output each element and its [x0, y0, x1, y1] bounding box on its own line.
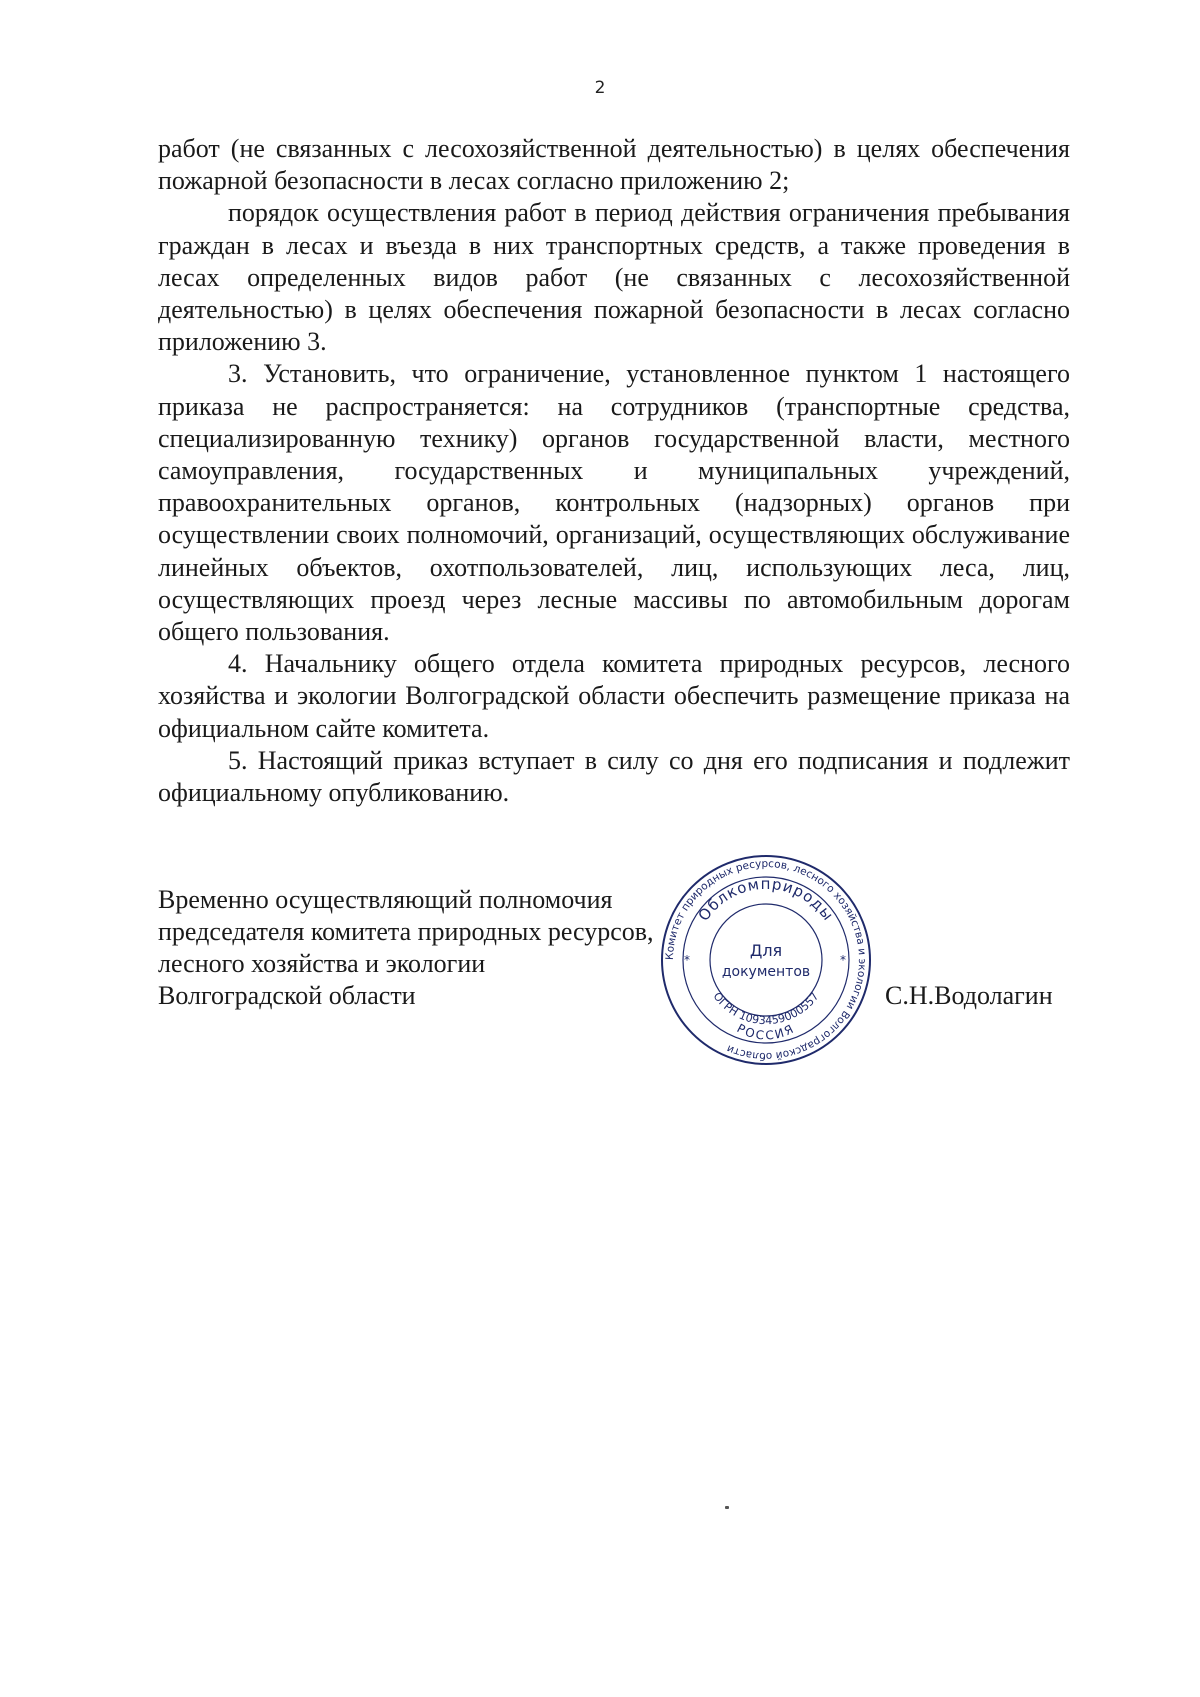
signatory-name: С.Н.Водолагин: [885, 981, 1053, 1010]
stamp-seal-graphic: [658, 852, 874, 1068]
paragraph-work-procedure: порядок осуществления работ в период действия ограничения пребывания граждан в лесах и въезда в них транспортных средств, а также проведения в лесах определенных видов работ (не связанных с лесохозяйственной деятельностью) в целях обеспечения пожарной безопасности в лесах согласно приложению 3.: [158, 198, 1070, 357]
paragraph-item-4: 4. Начальнику общего отдела комитета природных ресурсов, лесного хозяйства и экологии Волгоградской области обеспечить размещение приказа на официальном сайте комитета.: [158, 649, 1070, 743]
position-line: лесного хозяйства и экологии: [158, 949, 486, 978]
page-number: 2: [594, 78, 606, 98]
signatory-position: [158, 884, 678, 1012]
position-line: Волгоградской области: [158, 981, 416, 1010]
position-line: председателя комитета природных ресурсов,: [158, 917, 654, 946]
paragraph-item-5: 5. Настоящий приказ вступает в силу со дня его подписания и подлежит официальному опубликованию.: [158, 745, 1070, 808]
scan-speck: [725, 1506, 729, 1509]
stamp-center-line-1: Для: [749, 941, 783, 960]
stamp-star-right: *: [840, 953, 846, 967]
stamp-country: РОССИЯ: [734, 1021, 798, 1043]
official-stamp: [658, 852, 874, 1068]
stamp-center-line-2: документов: [721, 964, 811, 980]
document-body: [158, 133, 1070, 809]
stamp-org-name: Облкомприроды: [694, 874, 838, 925]
paragraph-continuation: работ (не связанных с лесохозяйственной деятельностью) в целях обеспечения пожарной безопасности в лесах согласно приложению 2;: [158, 134, 1070, 196]
paragraph-item-3: 3. Установить, что ограничение, установленное пунктом 1 настоящего приказа не распространяется: на сотрудников (транспортные средства, специализированную технику) органов государственной власти, местного самоуправления, государственных и муниципальных учреждений, правоохранительных органов, контрольных (надзорных) органов при осуществлении своих полномочий, организаций, осуществляющих обслуживание линейных объектов, охотпользователей, лиц, использующих леса, лиц, осуществляющих проезд через лесные массивы по автомобильным дорогам общего пользования.: [158, 359, 1070, 647]
stamp-ogrn: ОГРН 1093459000557: [710, 989, 822, 1028]
position-line: Временно осуществляющий полномочия: [158, 885, 613, 914]
stamp-star-left: *: [684, 953, 690, 967]
stamp-outer-text: Комитет природных ресурсов, лесного хозяйства и экологии Волгоградской области: [663, 857, 869, 1063]
